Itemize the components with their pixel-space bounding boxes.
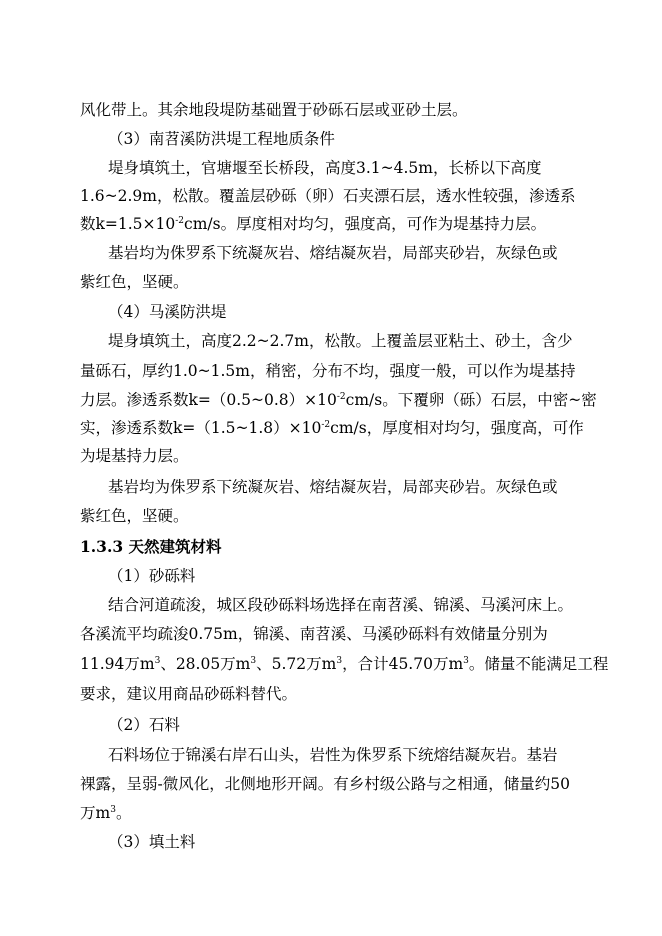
superscript: -2 xyxy=(175,215,185,226)
text-line xyxy=(80,803,131,823)
superscript: 3 xyxy=(463,655,469,666)
text-segment: ，合计45.70万m xyxy=(342,655,464,673)
text-line: 量砾石，厚约1.0~1.5m，稍密，分布不均，强度一般，可以作为堤基持 xyxy=(80,362,576,380)
superscript: 3 xyxy=(250,655,257,666)
subsection-heading: （2）石料 xyxy=(108,716,180,734)
text-segment: cm/s。厚度相对均匀，强度高，可作为堤基持力层。 xyxy=(184,215,547,233)
text-line: 石料场位于锦溪右岸石山头，岩性为侏罗系下统熔结凝灰岩。基岩 xyxy=(108,746,558,764)
subsection-heading: （4）马溪防洪堤 xyxy=(108,303,227,321)
text-line: 紫红色，坚硬。 xyxy=(80,273,189,291)
text-segment: 力层。渗透系数k=（0.5~0.8）×10 xyxy=(80,391,337,409)
subsection-heading: （3）南苕溪防洪堤工程地质条件 xyxy=(108,130,335,148)
text-segment: 数k=1.5×10 xyxy=(80,215,176,233)
text-line xyxy=(80,214,546,234)
text-line xyxy=(80,654,608,674)
superscript: 3 xyxy=(336,655,343,666)
text-line: 裸露，呈弱-微风化，北侧地形开阔。有乡村级公路与之相通，储量约50 xyxy=(80,775,570,793)
subsection-heading: （3）填土料 xyxy=(108,833,196,851)
text-line: 基岩均为侏罗系下统凝灰岩、熔结凝灰岩，局部夹砂岩。灰绿色或 xyxy=(108,478,558,496)
text-segment: 。 xyxy=(115,804,132,822)
text-line: 基岩均为侏罗系下统凝灰岩、熔结凝灰岩，局部夹砂岩，灰绿色或 xyxy=(108,244,558,262)
text-line: 要求，建议用商品砂砾料替代。 xyxy=(80,685,298,703)
text-line xyxy=(80,390,597,410)
text-line xyxy=(80,418,584,438)
text-segment: cm/s，厚度相对均匀，强度高，可作 xyxy=(330,419,584,437)
text-line: 堤身填筑土，高度2.2~2.7m，松散。上覆盖层亚粘土、砂土，含少 xyxy=(108,332,573,350)
text-segment: 、5.72万m xyxy=(256,655,337,673)
superscript: 3 xyxy=(110,804,116,815)
text-line: 为堤基持力层。 xyxy=(80,447,189,465)
subsection-heading: （1）砂砾料 xyxy=(108,567,196,585)
superscript: -2 xyxy=(321,419,331,430)
text-line: 堤身填筑土，官塘堰至长桥段，高度3.1~4.5m，长桥以下高度 xyxy=(108,159,542,177)
text-line: 结合河道疏浚，城区段砂砾料场选择在南苕溪、锦溪、马溪河床上。 xyxy=(108,596,574,614)
text-line: 风化带上。其余地段堤防基础置于砂砾石层或亚砂土层。 xyxy=(80,101,468,119)
text-segment: 。储量不能满足工程 xyxy=(468,655,609,673)
superscript: -2 xyxy=(336,391,346,402)
text-segment: 、28.05万m xyxy=(160,655,251,673)
superscript: 3 xyxy=(154,655,161,666)
text-line: 1.6~2.9m，松散。覆盖层砂砾（卵）石夹漂石层，透水性较强，渗透系 xyxy=(80,187,576,205)
section-heading: 1.3.3 天然建筑材料 xyxy=(80,537,222,556)
text-line: 各溪流平均疏浚0.75m，锦溪、南苕溪、马溪砂砾料有效储量分别为 xyxy=(80,625,548,643)
text-segment: 11.94万m xyxy=(80,655,155,673)
text-line: 紫红色，坚硬。 xyxy=(80,507,189,525)
text-segment: 万m xyxy=(80,804,111,822)
text-segment: cm/s。下覆卵（砾）石层，中密~密 xyxy=(345,391,597,409)
text-segment: 实，渗透系数k=（1.5~1.8）×10 xyxy=(80,419,322,437)
